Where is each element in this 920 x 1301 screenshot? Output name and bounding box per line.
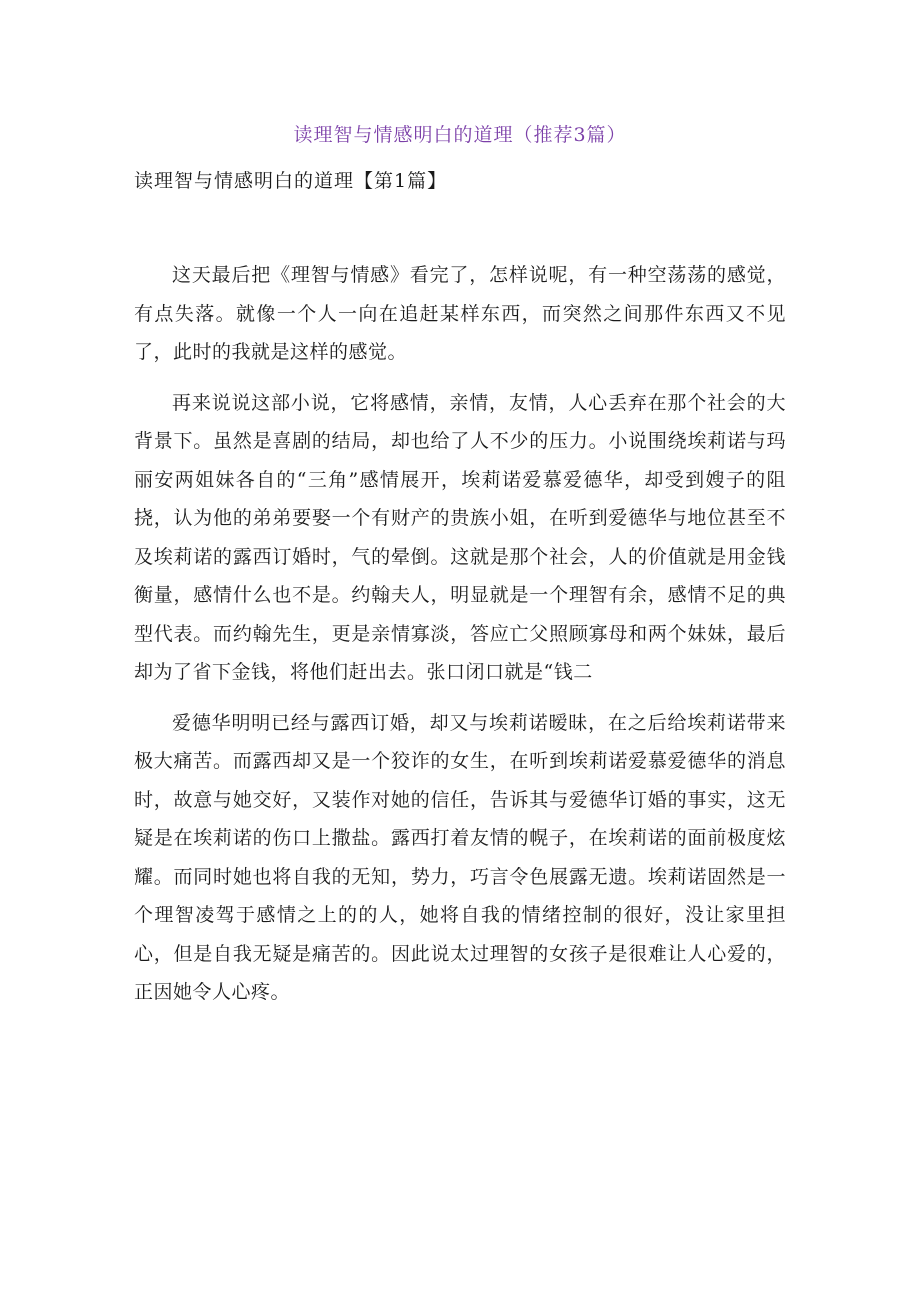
section-heading: 读理智与情感明白的道理【第1篇】 <box>134 170 448 192</box>
paragraph-1: 这天最后把《理智与情感》看完了，怎样说呢，有一种空荡荡的感觉，有点失落。就像一个人一向在追赶某样东西，而突然之间那件东西又不见了，此时的我就是这样的感觉。 <box>134 264 786 363</box>
paragraph-3: 爱德华明明已经与露西订婚，却又与埃莉诺暧昧，在之后给埃莉诺带来极大痛苦。而露西却又是一个狡诈的女生，在听到埃莉诺爱慕爱德华的消息时，故意与她交好，又装作对她的信任，告诉其与爱德华订婚的事实，这无疑是在埃莉诺的伤口上撒盐。露西打着友情的幌子，在埃莉诺的面前极度炫耀。而同时她也将自我的无知，势力，巧言令色展露无遗。埃莉诺固然是一个理智凌驾于感情之上的的人，她将自我的情绪控制的很好，没让家里担心，但是自我无疑是痛苦的。因此说太过理智的女孩子是很难让人心爱的，正因她令人心疼。 <box>134 711 786 1003</box>
paragraph-2: 再来说说这部小说，它将感情，亲情，友情，人心丢弃在那个社会的大背景下。虽然是喜剧的结局，却也给了人不少的压力。小说围绕埃莉诺与玛丽安两姐妹各自的“三角”感情展开，埃莉诺爱慕爱德华，却受到嫂子的阻挠，认为他的弟弟要娶一个有财产的贵族小姐，在听到爱德华与地位甚至不及埃莉诺的露西订婚时，气的晕倒。这就是那个社会，人的价值就是用金钱衡量，感情什么也不是。约翰夫人，明显就是一个理智有余，感情不足的典型代表。而约翰先生，更是亲情寡淡，答应亡父照顾寡母和两个妹妹，最后却为了省下金钱，将他们赶出去。张口闭口就是“钱二 <box>134 391 786 683</box>
body-text <box>134 256 786 1024</box>
document-title: 读理智与情感明白的道理（推荐3篇） <box>293 124 627 146</box>
